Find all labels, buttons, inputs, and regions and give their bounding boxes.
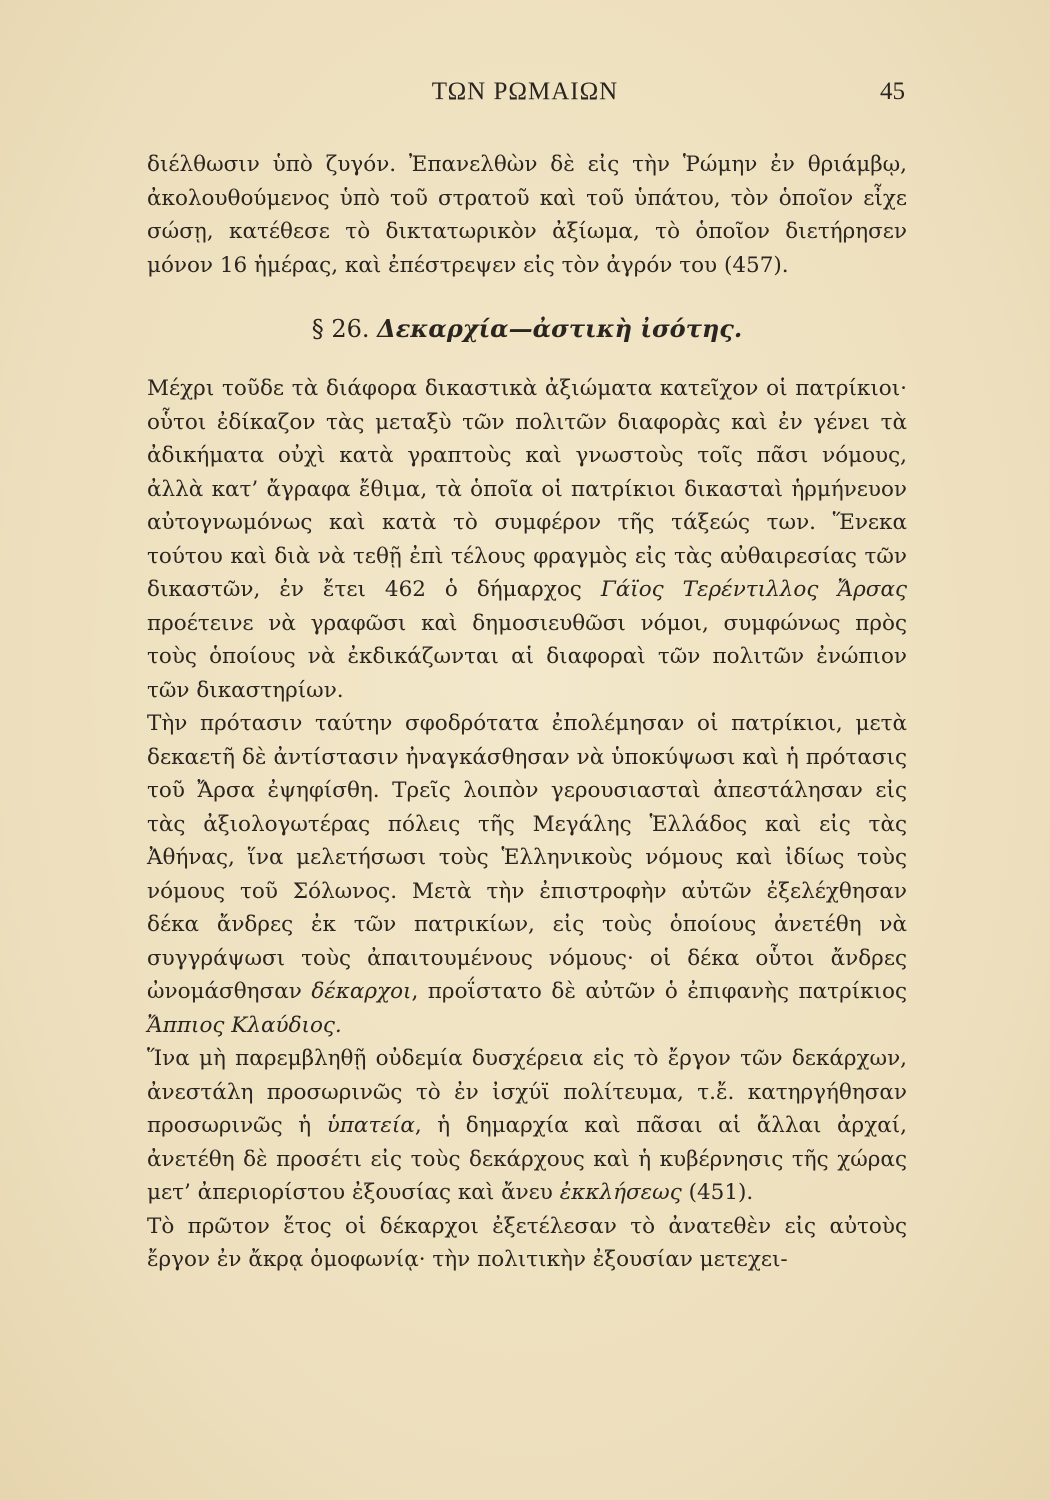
- paragraph-3-text: Τὴν πρότασιν ταύτην σφοδρότατα ἐπολέμησαν οἱ πατρίκιοι, μετὰ δεκαετῆ δὲ ἀντίστασιν ἠναγκάσθησαν νὰ ὑποκύψωσι καὶ ἡ πρότασις τοῦ Ἄρσα ἐψηφίσθη. Τρεῖς λοιπὸν γερουσιασταὶ ἀπεστάλησαν εἰς τὰς ἀξιολογωτέρας πόλεις τῆς Μεγάλης Ἑλλάδος καὶ εἰς τὰς Ἀθήνας, ἵνα μελετήσωσι τοὺς Ἑλληνικοὺς νόμους καὶ ἰδίως τοὺς νόμους τοῦ Σόλωνος. Μετὰ τὴν ἐπιστροφὴν αὐτῶν ἐξελέχθησαν δέκα ἄνδρες ἐκ τῶν πατρικίων, εἰς τοὺς ὁποίους ἀνετέθη νὰ συγγράψωσι τοὺς ἀπαιτουμένους νόμους· οἱ δέκα οὗτοι ἄνδρες ὠνομάσθησαν: [147, 711, 907, 1004]
- body-text: [147, 148, 907, 1277]
- section-title: Δεκαρχία—ἀστικὴ ἰσότης.: [377, 314, 743, 343]
- term-dekarchoi: δέκαρχοι: [311, 979, 412, 1004]
- paragraph-2: [147, 372, 907, 707]
- paragraph-2-end: προέτεινε νὰ γραφῶσι καὶ δημοσιευθῶσι νόμοι, συμφώνως πρὸς τοὺς ὁποίους νὰ ἐκδικάζωνται αἱ διαφοραὶ τῶν πολιτῶν ἐνώπιον τῶν δικαστηρίων.: [147, 610, 907, 703]
- term-hypateia: ὑπατεία: [326, 1113, 415, 1138]
- paragraph-4-mid: , ἡ δημαρχία καὶ πᾶσαι αἱ ἄλλαι ἀρχαί, ἀνετέθη δὲ προσέτι εἰς τοὺς δεκάρχους καὶ ἡ κυβέρνησις τῆς χώρας μετ’ ἀπεριορίστου ἐξουσίας καὶ ἄνευ: [147, 1113, 908, 1205]
- person-name-arsas: Ἄρσας: [837, 577, 907, 602]
- paragraph-5: [147, 1210, 907, 1277]
- paragraph-5-text: Τὸ πρῶτον ἔτος οἱ δέκαρχοι ἐξετέλεσαν τὸ ἀνατεθὲν εἰς αὐτοὺς ἔργον ἐν ἄκρᾳ ὁμοφωνίᾳ· τὴν πολιτικὴν ἐξουσίαν μετεχει-: [147, 1213, 907, 1272]
- paragraph-4-text: Ἵνα μὴ παρεμβληθῇ οὐδεμία δυσχέρεια εἰς τὸ ἔργον τῶν δεκάρχων, ἀνεστάλη προσωρινῶς τὸ ἐν ἰσχύϊ πολίτευμα, τ.ἔ. κατηργήθησαν προσωρινῶς ἡ: [147, 1046, 907, 1138]
- paragraph-4-end: (451).: [681, 1180, 754, 1205]
- page-number: 45: [880, 78, 905, 105]
- paragraph-1: [147, 148, 907, 282]
- paragraph-4: [147, 1042, 907, 1210]
- paragraph-1-text: διέλθωσιν ὑπὸ ζυγόν. Ἐπανελθὼν δὲ εἰς τὴν Ῥώμην ἐν θριάμβῳ, ἀκολουθούμενος ὑπὸ τοῦ στρατοῦ καὶ τοῦ ὑπάτου, τὸν ὁποῖον εἶχε σώσῃ, κατέθεσε τὸ δικτατωρικὸν ἀξίωμα, τὸ ὁποῖον διετήρησεν μόνον 16 ἡμέρας, καὶ ἐπέστρεψεν εἰς τὸν ἀγρόν του (457).: [147, 152, 907, 278]
- section-heading: [147, 312, 907, 346]
- running-title: ΤΩΝ ΡΩΜΑΙΩΝ: [431, 78, 619, 105]
- section-number: § 26.: [311, 315, 370, 343]
- term-ekkliseos: ἐκκλήσεως: [559, 1180, 682, 1205]
- person-name-gaius-terentillus: Γάϊος Τερέντιλλος: [600, 577, 838, 602]
- running-head: [145, 78, 905, 118]
- paragraph-2-text: Μέχρι τοῦδε τὰ διάφορα δικαστικὰ ἀξιώματα κατεῖχον οἱ πατρίκιοι· οὗτοι ἐδίκαζον τὰς μεταξὺ τῶν πολιτῶν διαφορὰς καὶ ἐν γένει τὰ ἀδικήματα οὐχὶ κατὰ γραπτοὺς καὶ γνωστοὺς τοῖς πᾶσι νόμους, ἀλλὰ κατ’ ἄγραφα ἔθιμα, τὰ ὁποῖα οἱ πατρίκιοι δικασταὶ ἡρμήνευον αὐτογνωμόνως καὶ κατὰ τὸ συμφέρον τῆς τάξεώς των. Ἕνεκα τούτου καὶ διὰ νὰ τεθῇ ἐπὶ τέλους φραγμὸς εἰς τὰς αὐθαιρεσίας τῶν δικαστῶν, ἐν ἔτει 462 ὁ δήμαρχος: [147, 376, 907, 602]
- paragraph-3: [147, 707, 907, 1042]
- paragraph-3-mid: , προΐστατο δὲ αὐτῶν ὁ ἐπιφανὴς πατρίκιος: [411, 979, 907, 1004]
- person-name-appius-claudius: Ἄππιος Κλαύδιος.: [147, 1012, 342, 1038]
